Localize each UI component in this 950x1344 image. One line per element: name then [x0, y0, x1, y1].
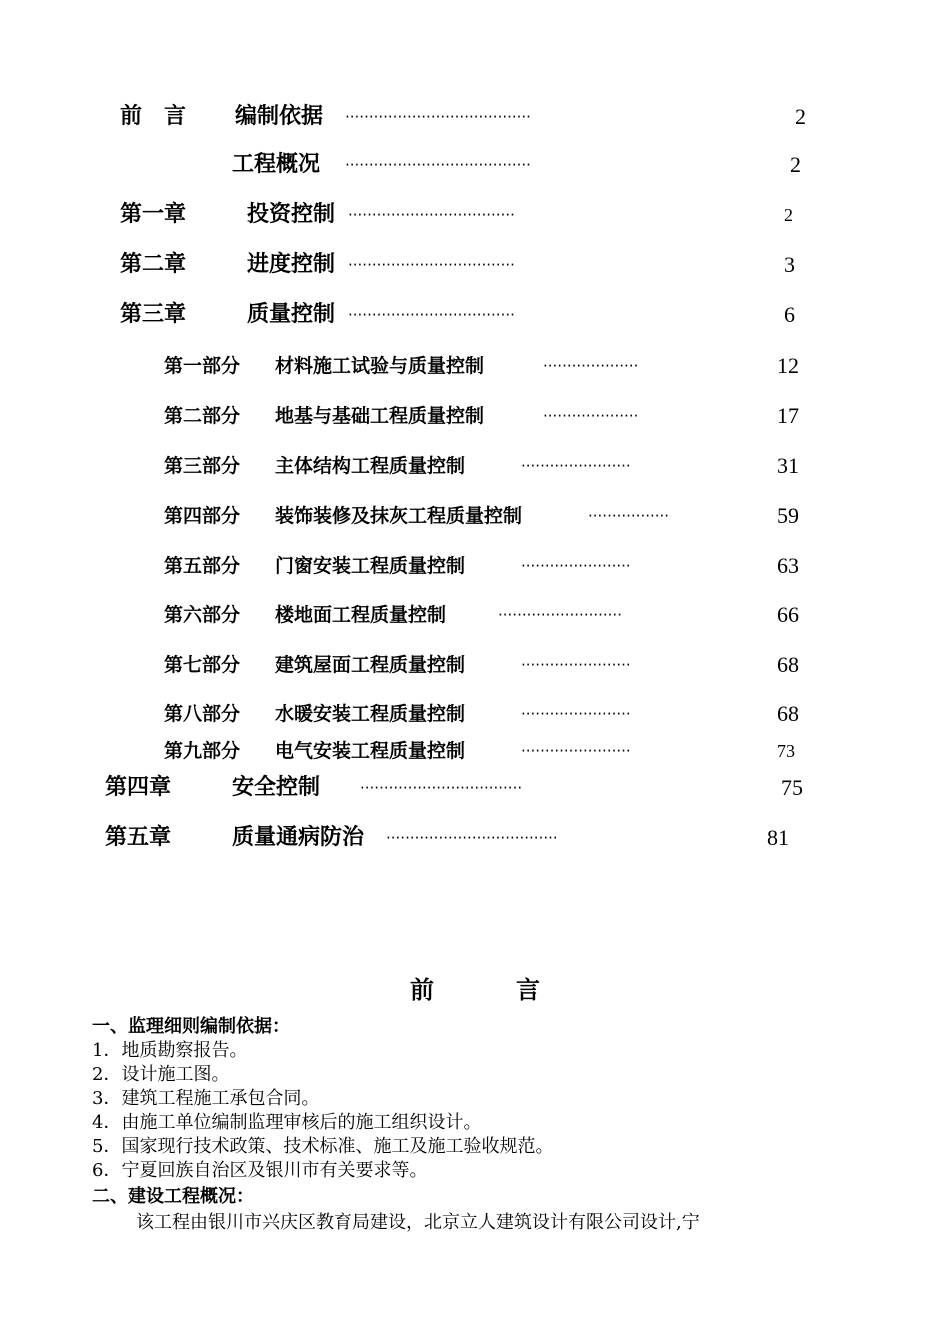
toc-title: 水暖安装工程质量控制 [275, 703, 466, 725]
toc-leader-dots: ··································· [348, 206, 515, 224]
toc-page-number: 3 [784, 252, 795, 277]
toc-title: 质量控制 [247, 302, 336, 327]
toc-label: 前 言 [120, 104, 187, 129]
toc-label: 第九部分 [164, 740, 241, 762]
toc-title: 门窗安装工程质量控制 [275, 555, 466, 577]
toc-entry-part-3[interactable] [0, 449, 950, 483]
toc-page-number: 75 [781, 775, 803, 800]
toc-title: 装饰装修及抹灰工程质量控制 [275, 505, 523, 527]
toc-page-number: 17 [777, 403, 799, 428]
toc-page-number: 2 [790, 152, 801, 177]
toc-title: 楼地面工程质量控制 [275, 604, 447, 626]
toc-leader-dots: ······················· [521, 457, 631, 475]
toc-page-number: 68 [777, 701, 799, 726]
toc-title: 投资控制 [247, 202, 336, 227]
toc-leader-dots: ··································· [348, 306, 515, 324]
toc-leader-dots: ······················· [521, 705, 631, 723]
section-title-left: 前 [410, 976, 434, 1004]
toc-leader-dots: ···················· [543, 357, 639, 375]
toc-label: 第八部分 [164, 703, 241, 725]
toc-leader-dots: ······································· [345, 156, 531, 174]
toc-title: 进度控制 [247, 252, 336, 277]
toc-leader-dots: ······················· [521, 742, 631, 760]
toc-page-number: 31 [777, 453, 799, 478]
overview-paragraph: 该工程由银川市兴庆区教育局建设，北京立人建筑设计有限公司设计,宁 [136, 1212, 700, 1233]
toc-label: 第六部分 [164, 604, 241, 626]
toc-entry-part-7[interactable] [0, 648, 950, 682]
toc-label: 第四部分 [164, 505, 241, 527]
toc-entry-chapter-4[interactable] [0, 771, 950, 805]
toc-title: 材料施工试验与质量控制 [275, 355, 485, 377]
toc-title: 地基与基础工程质量控制 [275, 405, 485, 427]
toc-entry-chapter-5[interactable] [0, 821, 950, 855]
toc-leader-dots: ··································· [348, 256, 515, 274]
toc-title: 建筑屋面工程质量控制 [275, 654, 466, 676]
list-item: 6．宁夏回族自治区及银川市有关要求等。 [92, 1160, 428, 1181]
toc-entry-chapter-1[interactable] [0, 198, 950, 232]
toc-entry-part-6[interactable] [0, 598, 950, 632]
toc-entry-preface-overview[interactable] [0, 148, 950, 182]
list-item: 3．建筑工程施工承包合同。 [92, 1088, 320, 1109]
toc-title: 安全控制 [232, 775, 321, 800]
toc-entry-part-9[interactable] [0, 734, 950, 768]
toc-page-number: 66 [777, 602, 799, 627]
toc-page-number: 63 [777, 553, 799, 578]
toc-entry-part-1[interactable] [0, 349, 950, 383]
toc-label: 第五部分 [164, 555, 241, 577]
toc-label: 第七部分 [164, 654, 241, 676]
toc-leader-dots: ······················· [521, 557, 631, 575]
toc-entry-chapter-3[interactable] [0, 298, 950, 332]
toc-page-number: 81 [767, 825, 789, 850]
list-item: 2．设计施工图。 [92, 1064, 230, 1085]
toc-label: 第二部分 [164, 405, 241, 427]
toc-label: 第三部分 [164, 455, 241, 477]
toc-leader-dots: ·························· [498, 606, 622, 624]
toc-page-number: 2 [784, 205, 793, 225]
toc-label: 第四章 [105, 775, 172, 800]
list-item: 1．地质勘察报告。 [92, 1040, 248, 1061]
toc-title: 电气安装工程质量控制 [275, 740, 466, 762]
toc-entry-part-8[interactable] [0, 697, 950, 731]
toc-title: 质量通病防治 [232, 825, 365, 850]
toc-label: 第二章 [120, 252, 187, 277]
toc-leader-dots: ···················· [543, 407, 639, 425]
toc-page-number: 59 [777, 503, 799, 528]
section-title-preface [0, 970, 950, 1005]
toc-page-number: 73 [777, 741, 795, 761]
toc-entry-part-2[interactable] [0, 399, 950, 433]
toc-page-number: 68 [777, 652, 799, 677]
toc-leader-dots: ······································· [345, 108, 531, 126]
toc-label: 第一章 [120, 202, 187, 227]
list-item: 5．国家现行技术政策、技术标准、施工及施工验收规范。 [92, 1136, 554, 1157]
toc-leader-dots: ·································· [360, 779, 523, 797]
toc-entry-part-4[interactable] [0, 499, 950, 533]
toc-page-number: 6 [784, 302, 795, 327]
toc-entry-preface-basis[interactable] [0, 100, 950, 134]
section-title-right: 言 [516, 976, 540, 1004]
toc-page-number: 2 [795, 104, 806, 129]
toc-title: 编制依据 [235, 104, 324, 129]
toc-entry-chapter-2[interactable] [0, 248, 950, 282]
toc-label: 第一部分 [164, 355, 241, 377]
toc-leader-dots: ················· [588, 507, 670, 525]
toc-title: 工程概况 [232, 152, 321, 177]
toc-title: 主体结构工程质量控制 [275, 455, 466, 477]
toc-leader-dots: ···································· [386, 829, 558, 847]
toc-label: 第五章 [105, 825, 172, 850]
toc-leader-dots: ······················· [521, 656, 631, 674]
list-item: 4．由施工单位编制监理审核后的施工组织设计。 [92, 1112, 482, 1133]
heading-overview: 二、建设工程概况： [92, 1186, 254, 1207]
toc-label: 第三章 [120, 302, 187, 327]
toc-entry-part-5[interactable] [0, 549, 950, 583]
toc-page-number: 12 [777, 353, 799, 378]
heading-basis: 一、监理细则编制依据： [92, 1016, 290, 1037]
